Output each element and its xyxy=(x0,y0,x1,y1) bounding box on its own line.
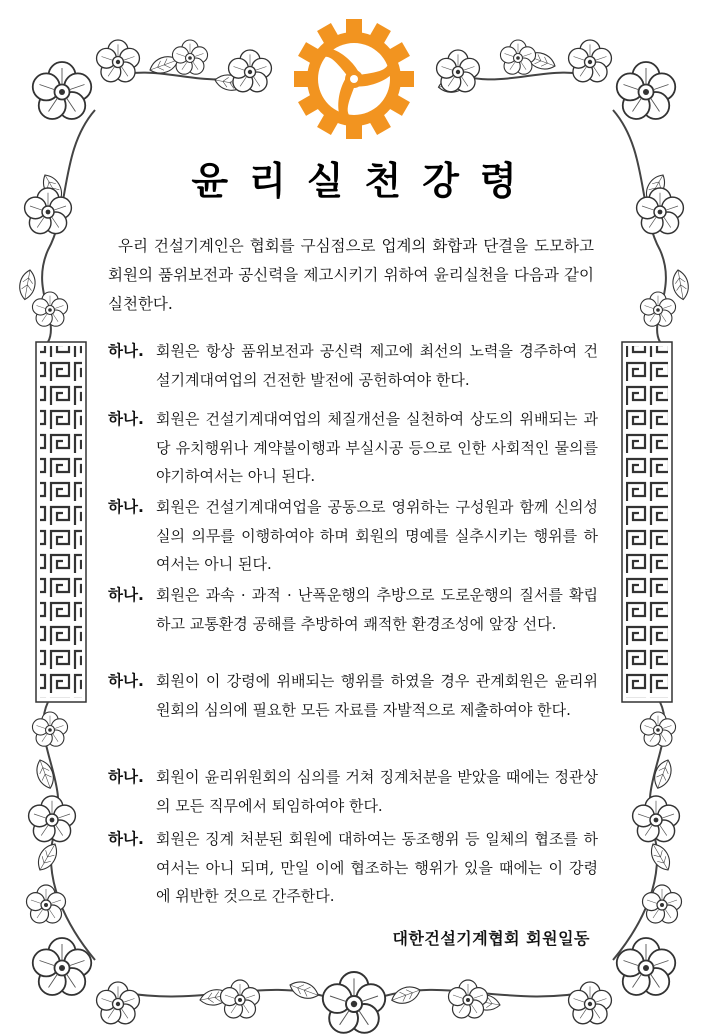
clause-item xyxy=(108,667,598,763)
clause-marker: 하나. xyxy=(108,342,144,360)
clause-text: 회원은 항상 품위보전과 공신력 제고에 최선의 노력을 경주하여 건설기계대여업의 건전한 발전에 공헌하여야 한다. xyxy=(156,342,598,389)
clause-item xyxy=(108,825,598,911)
clause-marker: 하나. xyxy=(108,586,144,604)
clause-item xyxy=(108,763,598,825)
clause-item xyxy=(108,405,598,493)
clause-text: 회원은 징계 처분된 회원에 대하여는 동조행위 등 일체의 협조를 하여서는 아니 되며, 만일 이에 협조하는 행위가 있을 때에는 이 강령에 위반한 것으로 간주한다. xyxy=(156,830,598,905)
intro-paragraph: 우리 건설기계인은 협회를 구심점으로 업계의 화합과 단결을 도모하고 회원의 품위보전과 공신력을 제고시키기 위하여 윤리실천을 다음과 같이 실천한다. xyxy=(108,237,594,313)
clause-text: 회원은 건설기계대여업의 체질개선을 실천하여 상도의 위배되는 과당 유치행위나 계약불이행과 부실시공 등으로 인한 사회적인 물의를 야기하여서는 아니 된다. xyxy=(156,410,598,485)
clause-marker: 하나. xyxy=(108,498,144,516)
signature-line: 대한건설기계협회 회원일동 xyxy=(392,929,590,948)
clause-item xyxy=(108,581,598,667)
clause-item xyxy=(108,493,598,581)
clause-marker: 하나. xyxy=(108,672,144,690)
association-emblem-icon xyxy=(293,18,415,140)
clause-text: 회원이 이 강령에 위배되는 행위를 하였을 경우 관계회원은 윤리위원회의 심의에 필요한 모든 자료를 자발적으로 제출하여야 한다. xyxy=(156,672,598,719)
document-title: 윤리실천강령 xyxy=(191,159,538,203)
clause-text: 회원은 건설기계대여업을 공동으로 영위하는 구성원과 함께 신의성실의 의무를 이행하여야 하며 회원의 명예를 실추시키는 행위를 하여서는 아니 된다. xyxy=(156,498,598,573)
clause-text: 회원이 윤리위원회의 심의를 거쳐 징계처분을 받았을 때에는 정관상의 모든 직무에서 퇴임하여야 한다. xyxy=(156,768,598,815)
clause-marker: 하나. xyxy=(108,410,144,428)
clause-text: 회원은 과속 · 과적 · 난폭운행의 추방으로 도로운행의 질서를 확립하고 교통환경 공해를 추방하여 쾌적한 환경조성에 앞장 선다. xyxy=(156,586,598,633)
clause-item xyxy=(108,337,598,405)
clause-list xyxy=(108,337,598,911)
clause-marker: 하나. xyxy=(108,768,144,786)
clause-marker: 하나. xyxy=(108,830,144,848)
